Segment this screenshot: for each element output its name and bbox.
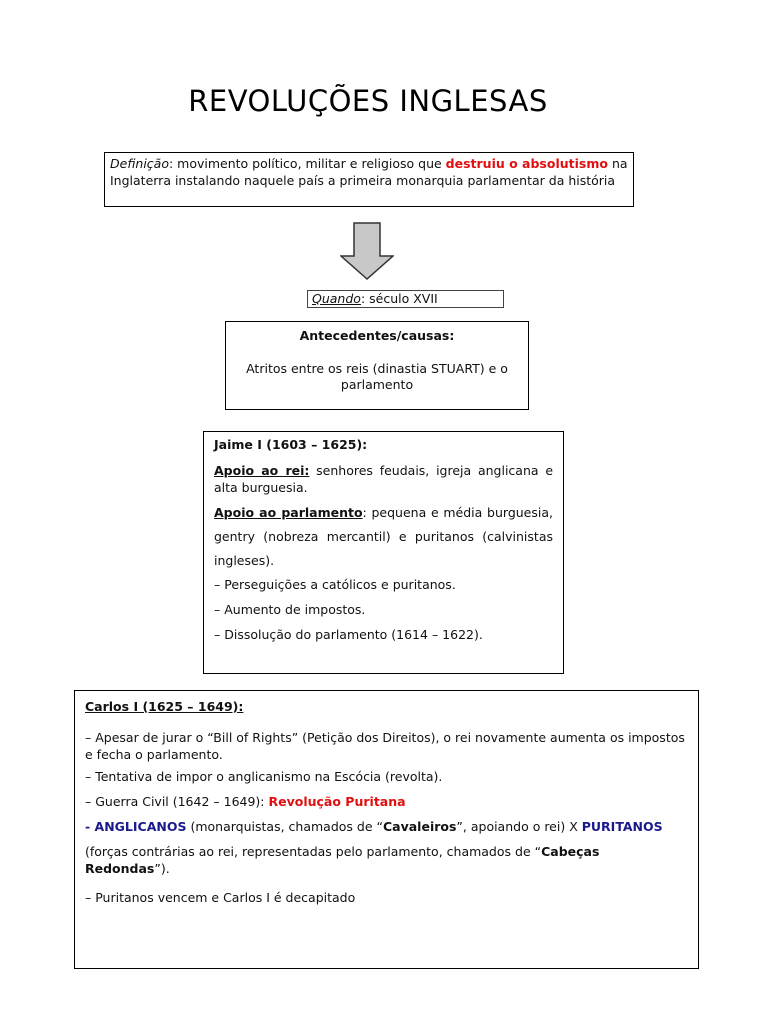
list-item: – Perseguições a católicos e puritanos. xyxy=(214,577,456,592)
puritanos-label: PURITANOS xyxy=(581,819,663,834)
definition-box xyxy=(104,152,634,207)
anglicanos-line xyxy=(85,818,688,835)
anglicanos-label: - ANGLICANOS xyxy=(85,819,187,834)
list-item: – Dissolução do parlamento (1614 – 1622). xyxy=(214,627,483,642)
apoio-parlamento-label: Apoio ao parlamento xyxy=(214,505,363,520)
list-item: – Tentativa de impor o anglicanismo na Escócia (revolta). xyxy=(85,769,443,784)
apoio-rei-label: Apoio ao rei: xyxy=(214,463,310,478)
forcas-end: ”). xyxy=(154,861,170,876)
definition-label: Definição xyxy=(110,156,169,171)
quando-label: Quando xyxy=(312,291,361,306)
jaime-apoio-rei xyxy=(214,462,553,496)
forcas-line xyxy=(85,843,688,877)
down-arrow-icon xyxy=(340,222,394,280)
list-item xyxy=(85,793,688,810)
carlos-heading: Carlos I (1625 – 1649): xyxy=(85,699,244,714)
forcas-text: (forças contrárias ao rei, representadas pelo parlamento, chamados de “ xyxy=(85,844,542,859)
jaime-box xyxy=(203,431,564,674)
revolucao-puritana: Revolução Puritana xyxy=(268,794,406,809)
jaime-heading: Jaime I (1603 – 1625): xyxy=(214,437,368,452)
jaime-apoio-parlamento xyxy=(214,501,553,573)
apoio-parlamento-text: : pequena e média burguesia, gentry (nobreza mercantil) e puritanos (calvinistas ingleses). xyxy=(214,505,553,568)
antecedentes-text: Atritos entre os reis (dinastia STUART) e o parlamento xyxy=(246,361,508,392)
page-title: REVOLUÇÕES INGLESAS xyxy=(188,84,548,118)
quando-box xyxy=(307,290,504,308)
cabecas-redondas: Cabeças Redondas xyxy=(85,844,600,876)
apoio-rei-text: senhores feudais, igreja anglicana e alta burguesia. xyxy=(214,463,554,495)
definition-text-before: : movimento político, militar e religioso que xyxy=(168,156,446,171)
antecedentes-box xyxy=(225,321,529,410)
quando-text: : século XVII xyxy=(360,291,438,306)
list-item: – Puritanos vencem e Carlos I é decapitado xyxy=(85,890,356,905)
definition-highlight: destruiu o absolutismo xyxy=(445,156,608,171)
antecedentes-heading: Antecedentes/causas: xyxy=(299,328,455,343)
definition-text-after: na Inglaterra instalando naquele país a primeira monarquia parlamentar da história xyxy=(110,156,628,188)
carlos-box xyxy=(74,690,699,969)
anglicanos-text-2: ”, apoiando o rei) X xyxy=(456,819,582,834)
cavaleiros: Cavaleiros xyxy=(382,819,457,834)
list-item: – Aumento de impostos. xyxy=(214,602,366,617)
anglicanos-text: (monarquistas, chamados de “ xyxy=(186,819,383,834)
list-item: – Apesar de jurar o “Bill of Rights” (Petição dos Direitos), o rei novamente aumenta os impostos e fecha o parlamento. xyxy=(85,730,685,762)
guerra-civil-text: – Guerra Civil (1642 – 1649): xyxy=(85,794,269,809)
